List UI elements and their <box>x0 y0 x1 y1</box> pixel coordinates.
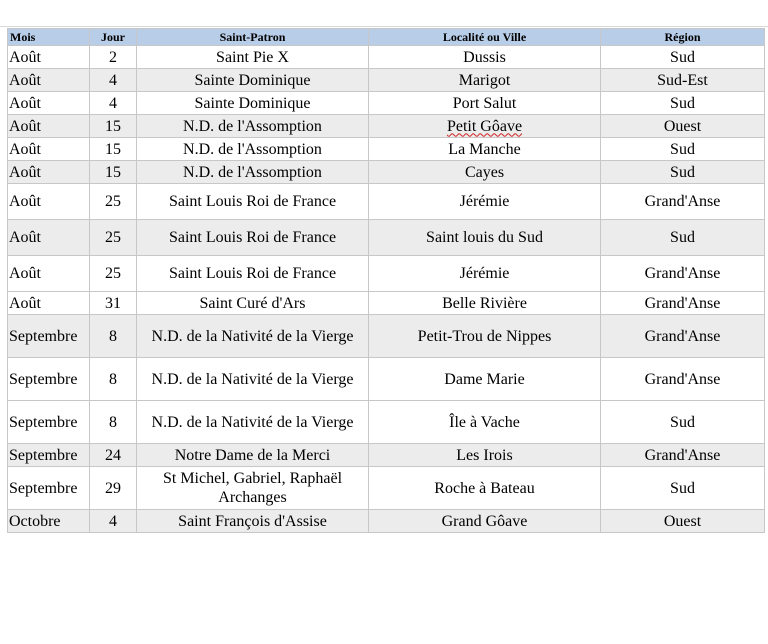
cell-jour: 15 <box>90 138 137 161</box>
cell-jour: 8 <box>90 358 137 401</box>
cell-jour: 24 <box>90 444 137 467</box>
cell-lieu: Marigot <box>369 69 601 92</box>
table-row <box>8 315 765 358</box>
table-row <box>8 256 765 292</box>
table-row <box>8 92 765 115</box>
cell-region: Sud <box>601 92 765 115</box>
cell-saint: N.D. de l'Assomption <box>137 138 369 161</box>
cell-saint: Saint Louis Roi de France <box>137 220 369 256</box>
table-header-row <box>8 29 765 46</box>
table-row <box>8 401 765 444</box>
cell-mois: Septembre <box>8 401 90 444</box>
cell-saint: Sainte Dominique <box>137 69 369 92</box>
cell-saint: Saint Louis Roi de France <box>137 256 369 292</box>
cell-lieu: Jérémie <box>369 256 601 292</box>
table-row <box>8 467 765 510</box>
cell-lieu: Cayes <box>369 161 601 184</box>
cell-lieu: Saint louis du Sud <box>369 220 601 256</box>
table-row <box>8 444 765 467</box>
table-row <box>8 138 765 161</box>
cell-mois: Août <box>8 161 90 184</box>
table-row <box>8 161 765 184</box>
cell-saint: N.D. de l'Assomption <box>137 115 369 138</box>
header-jour: Jour <box>90 29 137 46</box>
cell-lieu: Grand Gôave <box>369 510 601 533</box>
cell-region: Grand'Anse <box>601 292 765 315</box>
cell-region: Grand'Anse <box>601 256 765 292</box>
cell-mois: Août <box>8 220 90 256</box>
cell-saint: Saint Curé d'Ars <box>137 292 369 315</box>
cell-saint: Sainte Dominique <box>137 92 369 115</box>
cell-lieu: Dame Marie <box>369 358 601 401</box>
cell-region: Sud <box>601 46 765 69</box>
cell-region: Sud <box>601 220 765 256</box>
cell-mois: Août <box>8 115 90 138</box>
cell-region: Grand'Anse <box>601 184 765 220</box>
cell-region: Sud <box>601 161 765 184</box>
cell-lieu: Jérémie <box>369 184 601 220</box>
cell-region: Grand'Anse <box>601 444 765 467</box>
cell-mois: Août <box>8 92 90 115</box>
table-row <box>8 358 765 401</box>
cell-lieu: Belle Rivière <box>369 292 601 315</box>
cell-mois: Septembre <box>8 444 90 467</box>
cell-saint: N.D. de l'Assomption <box>137 161 369 184</box>
cell-mois: Août <box>8 256 90 292</box>
cell-jour: 8 <box>90 315 137 358</box>
cell-mois: Octobre <box>8 510 90 533</box>
cell-saint: Saint Pie X <box>137 46 369 69</box>
cell-region: Grand'Anse <box>601 315 765 358</box>
cell-jour: 2 <box>90 46 137 69</box>
cell-lieu-text: Petit Gôave <box>446 117 523 135</box>
cell-lieu: La Manche <box>369 138 601 161</box>
cell-mois: Août <box>8 292 90 315</box>
cell-region: Ouest <box>601 115 765 138</box>
cell-mois: Septembre <box>8 315 90 358</box>
cell-region: Sud-Est <box>601 69 765 92</box>
cell-mois: Août <box>8 69 90 92</box>
cell-lieu <box>369 115 601 138</box>
table-row <box>8 115 765 138</box>
table-row <box>8 184 765 220</box>
table-row <box>8 220 765 256</box>
cell-lieu: Petit-Trou de Nippes <box>369 315 601 358</box>
cell-jour: 29 <box>90 467 137 510</box>
cell-jour: 15 <box>90 115 137 138</box>
cell-jour: 31 <box>90 292 137 315</box>
cell-region: Sud <box>601 401 765 444</box>
cell-lieu: Port Salut <box>369 92 601 115</box>
cell-saint: St Michel, Gabriel, Raphaël Archanges <box>137 467 369 510</box>
table-row <box>8 292 765 315</box>
table-row <box>8 510 765 533</box>
cell-lieu: Roche à Bateau <box>369 467 601 510</box>
cell-jour: 25 <box>90 184 137 220</box>
cell-lieu: Dussis <box>369 46 601 69</box>
cell-jour: 15 <box>90 161 137 184</box>
cell-saint: N.D. de la Nativité de la Vierge <box>137 315 369 358</box>
cell-jour: 8 <box>90 401 137 444</box>
cell-saint: N.D. de la Nativité de la Vierge <box>137 401 369 444</box>
cell-saint: Notre Dame de la Merci <box>137 444 369 467</box>
cell-mois: Septembre <box>8 358 90 401</box>
cell-jour: 25 <box>90 220 137 256</box>
cell-lieu: Île à Vache <box>369 401 601 444</box>
cell-mois: Août <box>8 138 90 161</box>
header-region: Région <box>601 29 765 46</box>
cell-mois: Août <box>8 46 90 69</box>
header-mois: Mois <box>8 29 90 46</box>
cell-mois: Août <box>8 184 90 220</box>
cell-saint: Saint Louis Roi de France <box>137 184 369 220</box>
table-row <box>8 69 765 92</box>
cell-region: Sud <box>601 467 765 510</box>
top-divider <box>0 26 768 27</box>
patron-saints-table <box>7 28 765 533</box>
cell-saint: Saint François d'Assise <box>137 510 369 533</box>
table-row <box>8 46 765 69</box>
header-localite: Localité ou Ville <box>369 29 601 46</box>
cell-jour: 4 <box>90 92 137 115</box>
cell-saint: N.D. de la Nativité de la Vierge <box>137 358 369 401</box>
cell-region: Sud <box>601 138 765 161</box>
header-saint-patron: Saint-Patron <box>137 29 369 46</box>
cell-region: Grand'Anse <box>601 358 765 401</box>
cell-region: Ouest <box>601 510 765 533</box>
cell-mois: Septembre <box>8 467 90 510</box>
cell-jour: 4 <box>90 510 137 533</box>
cell-lieu: Les Irois <box>369 444 601 467</box>
cell-jour: 4 <box>90 69 137 92</box>
cell-jour: 25 <box>90 256 137 292</box>
